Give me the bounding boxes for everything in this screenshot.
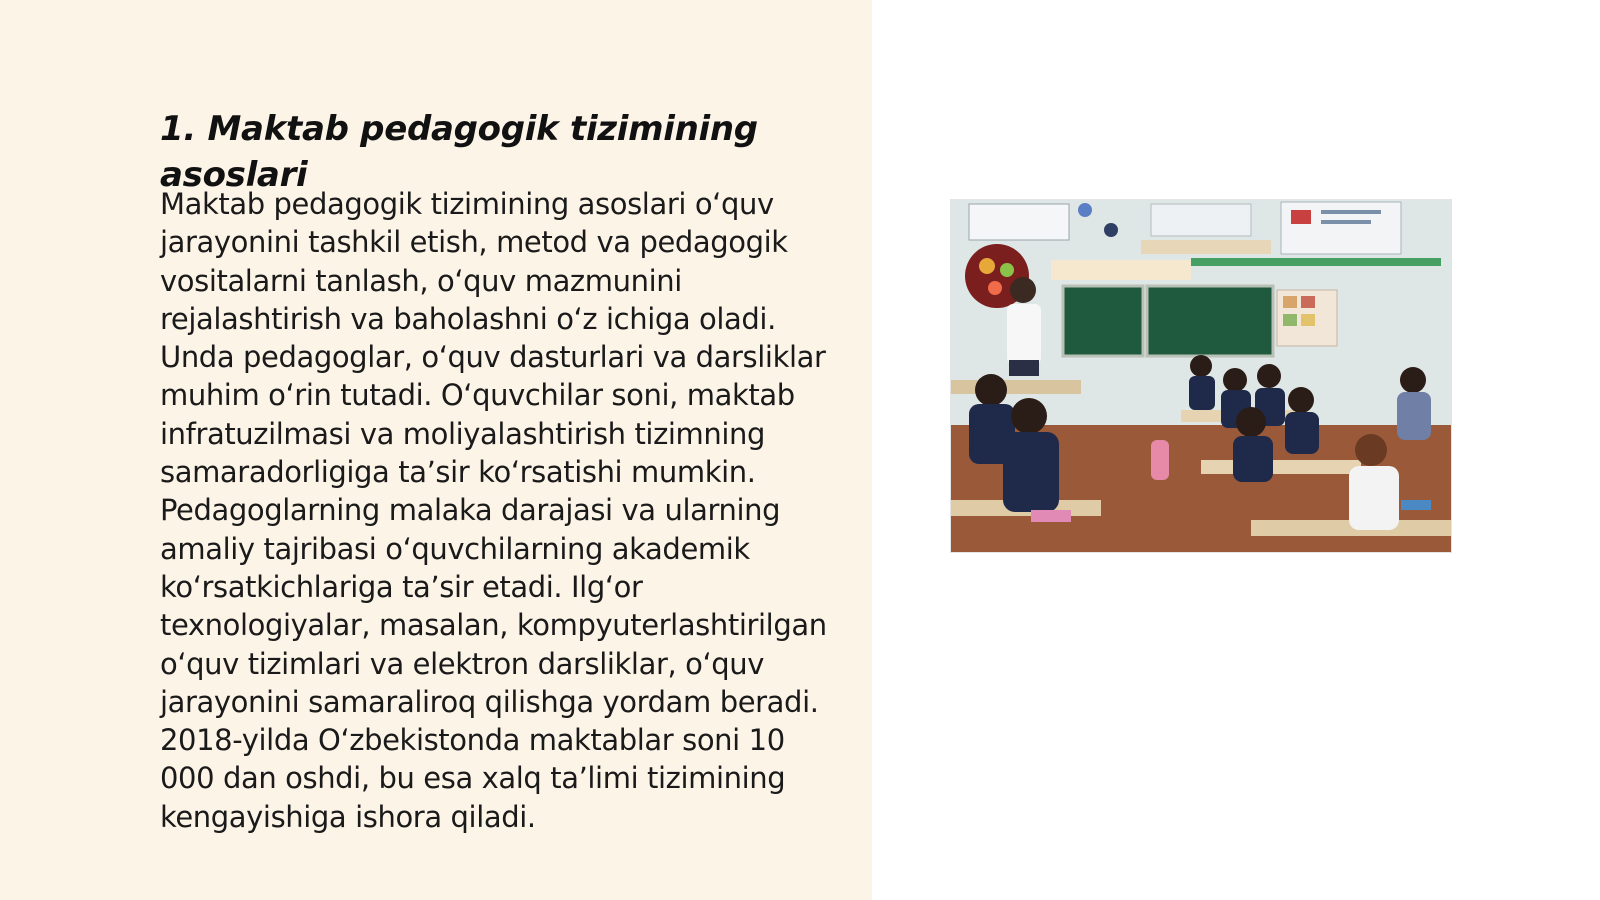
book: [1401, 500, 1431, 510]
poster-top: [1151, 204, 1251, 236]
teacher-skirt: [1009, 360, 1039, 376]
label-strip: [1141, 240, 1271, 254]
student-head: [1190, 355, 1212, 377]
card: [1283, 296, 1297, 308]
poster-red-block: [1291, 210, 1311, 224]
chalkboard-center: [1147, 286, 1273, 356]
poster-right: [1281, 202, 1401, 254]
poster-dot: [1078, 203, 1092, 217]
poster-line: [1321, 210, 1381, 214]
student-body: [1349, 466, 1399, 530]
green-strip: [1191, 258, 1441, 266]
card: [1301, 314, 1315, 326]
student-body: [1285, 412, 1319, 454]
student-head: [1011, 398, 1047, 434]
student-body: [1003, 432, 1059, 512]
slide-body-text: Maktab pedagogik tizimining asoslari o‘quv jarayonini tashkil etish, metod va pedagogik vositalarni tanlash, o‘quv mazmunini rejalashtirish va baholashni o‘z ichiga oladi. Unda pedagoglar, o‘quv dasturlari va darsliklar muhim o‘rin tutadi. O‘quvchilar soni, maktab infratuzilmasi va moliyalashtirish tizimning samaradorligiga ta’sir ko‘rsatishi mumkin. Pedagoglarning malaka darajasi va ularning amaliy tajribasi o‘quvchilarning akademik ko‘rsatkichlariga ta’sir etadi. Ilg‘or texnologiyalar, masalan, kompyuterlashtirilgan o‘quv tizimlari va elektron darsliklar, o‘quv jarayonini samaraliroq qilishga yordam beradi. 2018-yilda O‘zbekistonda maktablar soni 10 000 dan oshdi, bu esa xalq ta’limi tizimining kengayishiga ishora qiladi.: [160, 187, 827, 834]
fruit: [1000, 263, 1014, 277]
teacher-head: [1010, 277, 1036, 303]
student-head: [1400, 367, 1426, 393]
chalkboard-left: [1063, 286, 1143, 356]
slide-title: 1. Maktab pedagogik tizimining asoslari: [160, 109, 758, 195]
classroom-photo: [950, 199, 1452, 553]
student-head: [1288, 387, 1314, 413]
student-head: [1257, 364, 1281, 388]
backpack: [1151, 440, 1169, 480]
student-head: [1355, 434, 1387, 466]
student-body: [1189, 376, 1215, 410]
student-head: [1236, 407, 1266, 437]
alphabet-strip: [1051, 260, 1191, 280]
teacher-body: [1007, 304, 1041, 364]
classroom-illustration: [951, 200, 1451, 552]
student-body: [1233, 436, 1273, 482]
poster-numbers: [969, 204, 1069, 240]
book: [1031, 510, 1071, 522]
card: [1283, 314, 1297, 326]
poster-dot: [1104, 223, 1118, 237]
student-head: [975, 374, 1007, 406]
desk: [1201, 460, 1361, 474]
desk: [951, 380, 1081, 394]
student-body: [1397, 392, 1431, 440]
fruit: [979, 258, 995, 274]
fruit: [988, 281, 1002, 295]
card: [1301, 296, 1315, 308]
poster-line: [1321, 220, 1371, 224]
student-head: [1223, 368, 1247, 392]
